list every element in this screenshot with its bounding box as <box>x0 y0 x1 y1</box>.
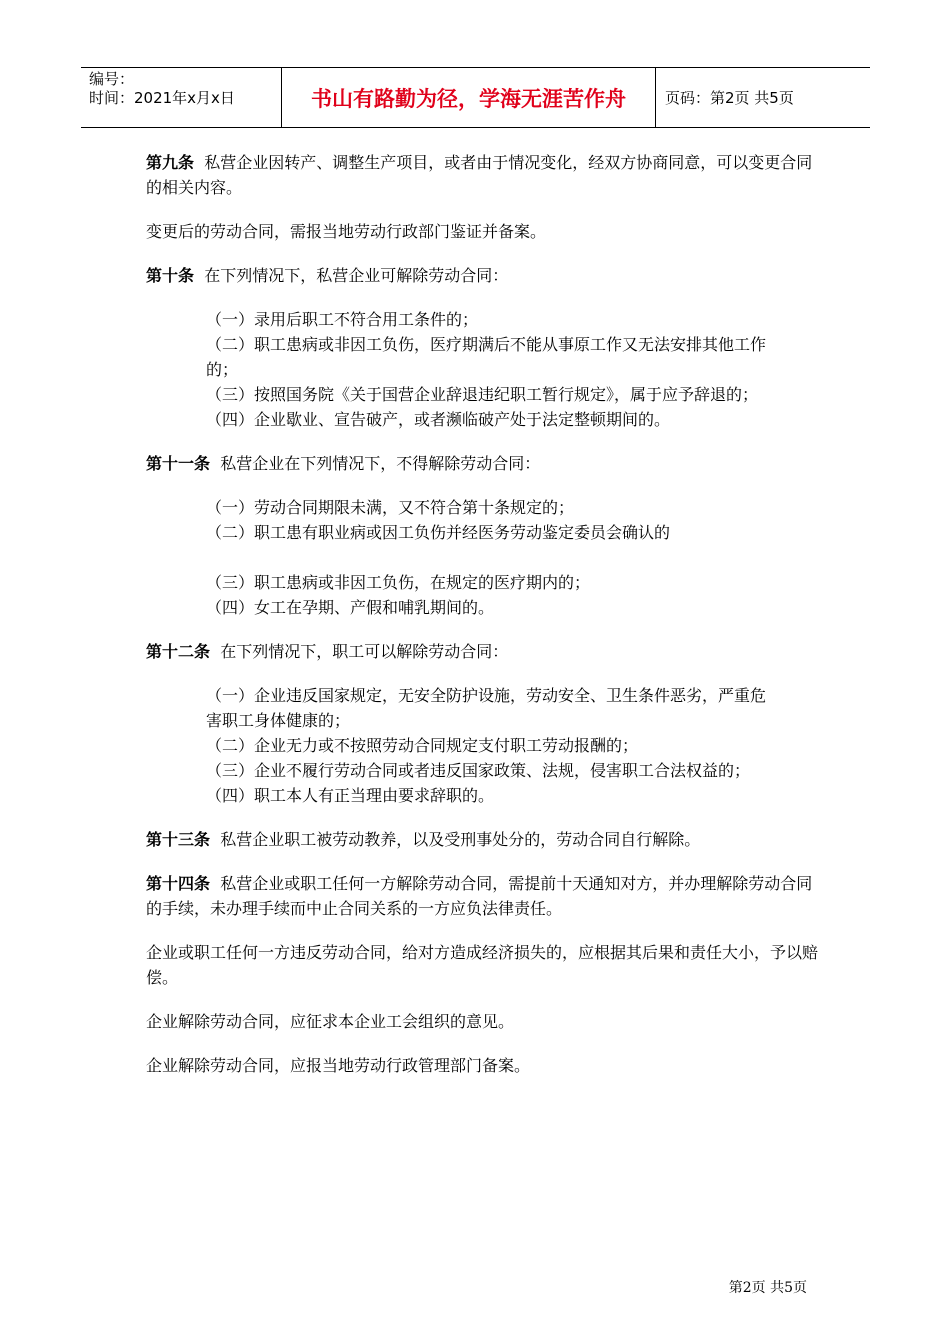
header-page: 页码：第2页 共5页 <box>665 89 794 107</box>
article-12 <box>146 639 826 664</box>
list-item: （四）职工本人有正当理由要求辞职的。 <box>206 786 495 805</box>
article-14 <box>146 871 826 921</box>
article-title: 第十条 <box>146 266 195 285</box>
article-title: 第十一条 <box>146 454 211 473</box>
article-text: 在下列情况下，私营企业可解除劳动合同： <box>204 266 509 285</box>
article-title: 第十二条 <box>146 642 211 661</box>
list-item: （一）企业违反国家规定，无安全防护设施，劳动安全、卫生条件恶劣，严重危害职工身体健康的； <box>206 686 767 730</box>
article-11-items <box>206 495 766 620</box>
article-text: 私营企业因转产、调整生产项目，或者由于情况变化，经双方协商同意，可以变更合同的相关内容。 <box>146 153 813 197</box>
article-10-items <box>206 307 766 432</box>
document-body <box>146 150 826 1097</box>
list-item: （三）职工患病或非因工负伤，在规定的医疗期内的； <box>206 573 591 592</box>
list-item: （二）职工患有职业病或因工负伤并经医务劳动鉴定委员会确认的 <box>206 523 671 542</box>
page-number-footer: 第2页 共5页 <box>728 1280 807 1296</box>
article-text: 私营企业职工被劳动教养，以及受刑事处分的，劳动合同自行解除。 <box>220 830 701 849</box>
article-9 <box>146 150 826 200</box>
document-header <box>81 67 870 128</box>
article-text: 在下列情况下，职工可以解除劳动合同： <box>220 642 509 661</box>
blank-line <box>206 545 766 570</box>
header-time: 时间：2021年x月x日 <box>89 89 235 107</box>
article-title: 第十三条 <box>146 830 211 849</box>
header-number: 编号： <box>89 70 135 88</box>
header-motto: 书山有路勤为径，学海无涯苦作舟 <box>282 68 656 127</box>
article-11 <box>146 451 826 476</box>
list-item: （二）职工患病或非因工负伤，医疗期满后不能从事原工作又无法安排其他工作的； <box>206 335 767 379</box>
article-14-paragraph-4: 企业解除劳动合同，应报当地劳动行政管理部门备案。 <box>146 1056 531 1075</box>
list-item: （四）女工在孕期、产假和哺乳期间的。 <box>206 598 495 617</box>
article-12-items <box>206 683 766 808</box>
article-text: 私营企业在下列情况下，不得解除劳动合同： <box>220 454 541 473</box>
list-item: （二）企业无力或不按照劳动合同规定支付职工劳动报酬的； <box>206 736 639 755</box>
list-item: （三）按照国务院《关于国营企业辞退违纪职工暂行规定》，属于应予辞退的； <box>206 385 759 404</box>
list-item: （一）劳动合同期限未满，又不符合第十条规定的； <box>206 498 575 517</box>
article-13 <box>146 827 826 852</box>
article-text: 私营企业或职工任何一方解除劳动合同，需提前十天通知对方，并办理解除劳动合同的手续，未办理手续而中止合同关系的一方应负法律责任。 <box>146 874 813 918</box>
article-14-paragraph-3: 企业解除劳动合同，应征求本企业工会组织的意见。 <box>146 1012 515 1031</box>
article-9-paragraph-2: 变更后的劳动合同，需报当地劳动行政部门鉴证并备案。 <box>146 222 547 241</box>
article-title: 第九条 <box>146 153 195 172</box>
list-item: （四）企业歇业、宣告破产，或者濒临破产处于法定整顿期间的。 <box>206 410 671 429</box>
header-meta <box>81 68 282 127</box>
list-item: （三）企业不履行劳动合同或者违反国家政策、法规，侵害职工合法权益的； <box>206 761 751 780</box>
list-item: （一）录用后职工不符合用工条件的； <box>206 310 479 329</box>
article-10 <box>146 263 826 288</box>
article-14-paragraph-2: 企业或职工任何一方违反劳动合同，给对方造成经济损失的，应根据其后果和责任大小，予以赔偿。 <box>146 943 819 987</box>
article-title: 第十四条 <box>146 874 211 893</box>
